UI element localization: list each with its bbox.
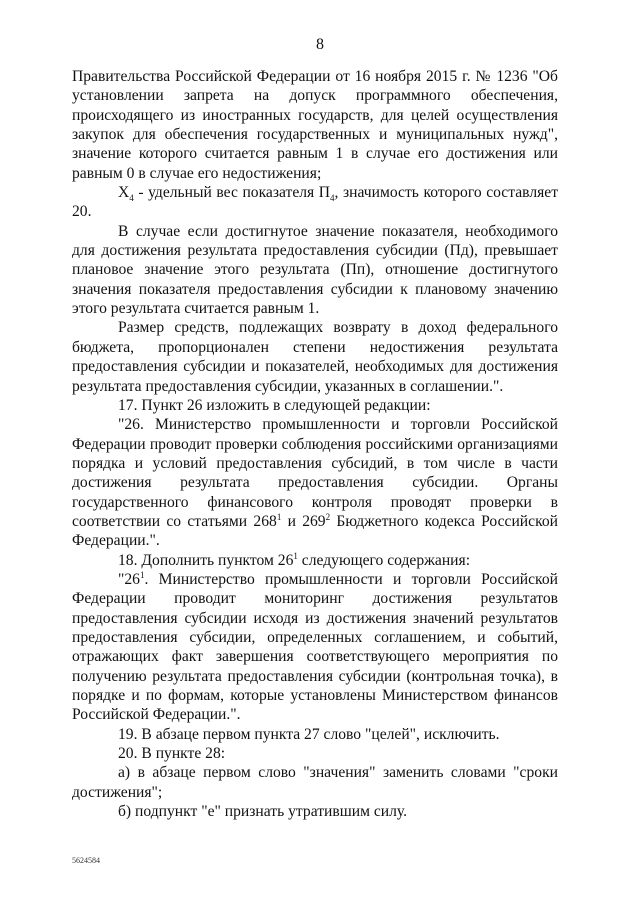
- paragraph-text: - удельный вес показателя П: [133, 184, 331, 202]
- paragraph: [72, 183, 558, 222]
- paragraph: [72, 725, 558, 744]
- superscript: 1: [293, 550, 298, 561]
- subscript: 4: [129, 193, 134, 204]
- paragraph-text: 19. В абзаце первом пункта 27 слово "целей", исключить.: [118, 725, 500, 743]
- paragraph-text: "26: [118, 570, 140, 588]
- paragraph-text: "26. Министерство промышленности и торговли Российской Федерации проводит проверки соблюдения российскими организациями порядка и условий предоставления субсидий, в том числе в части достижения результата предоставления субсидии. Органы государственного финансового контроля проводят проверки в соответствии со статьями 268: [72, 416, 558, 530]
- paragraph-text: 20. В пункте 28:: [118, 745, 226, 763]
- paragraph: [72, 396, 558, 415]
- superscript: 1: [139, 569, 145, 580]
- paragraph: [72, 222, 558, 319]
- subscript: 4: [330, 193, 335, 204]
- page-number: 8: [316, 36, 324, 53]
- paragraph-text: Бюджетного кодекса Российской Федерации.".: [72, 512, 558, 550]
- paragraph-text: а) в абзаце первом слово "значения" заменить словами "сроки достижения";: [72, 764, 558, 801]
- paragraph-text: и 269: [281, 512, 326, 530]
- paragraph-text: следующего содержания:: [297, 551, 471, 569]
- paragraph: [72, 67, 558, 183]
- document-code: 5624584: [72, 856, 100, 865]
- paragraph: [72, 318, 558, 395]
- document-body: [72, 67, 558, 821]
- paragraph-text: 18. Дополнить пунктом 26: [118, 551, 294, 569]
- paragraph-text: В случае если достигнутое значение показателя, необходимого для достижения результата предоставления субсидии (Пд), превышает плановое значение этого результата (Пп), отношение достигнутого значения показателя предоставления субсидии к плановому значению этого результата считается равным 1.: [72, 222, 558, 318]
- paragraph: [72, 744, 558, 763]
- superscript: 1: [276, 511, 282, 522]
- paragraph-text: 17. Пункт 26 изложить в следующей редакции:: [118, 396, 431, 414]
- paragraph: [72, 802, 558, 821]
- paragraph: [72, 551, 558, 570]
- paragraph: [72, 570, 558, 725]
- superscript: 2: [325, 511, 331, 522]
- paragraph-text: Размер средств, подлежащих возврату в доход федерального бюджета, пропорционален степени недостижения результата предоставления субсидии и показателей, необходимых для достижения результата предоставления субсидии, указанных в соглашении.".: [72, 319, 558, 395]
- paragraph-text: . Министерство промышленности и торговли Российской Федерации проводит мониторинг достижения результатов предоставления субсидии исходя из достижения значений результатов предоставления субсидии, определенных соглашением, и событий, отражающих факт завершения соответствующего мероприятия по получению результата предоставления субсидии (контрольная точка), в порядке и по формам, которые установлены Министерством финансов Российской Федерации.".: [72, 570, 558, 724]
- paragraph: [72, 415, 558, 550]
- paragraph-text: Правительства Российской Федерации от 16 ноября 2015 г. № 1236 "Об установлении запрета на допуск программного обеспечения, происходящего из иностранных государств, для целей осуществления закупок для обеспечения государственных и муниципальных нужд", значение которого считается равным 1 в случае его достижения или равным 0 в случае его недостижения;: [72, 68, 558, 182]
- paragraph: [72, 763, 558, 802]
- paragraph-text: Х: [118, 184, 130, 202]
- paragraph-text: б) подпункт "е" признать утратившим силу.: [118, 803, 408, 821]
- paragraph-text: , значимость которого составляет 20.: [72, 184, 559, 221]
